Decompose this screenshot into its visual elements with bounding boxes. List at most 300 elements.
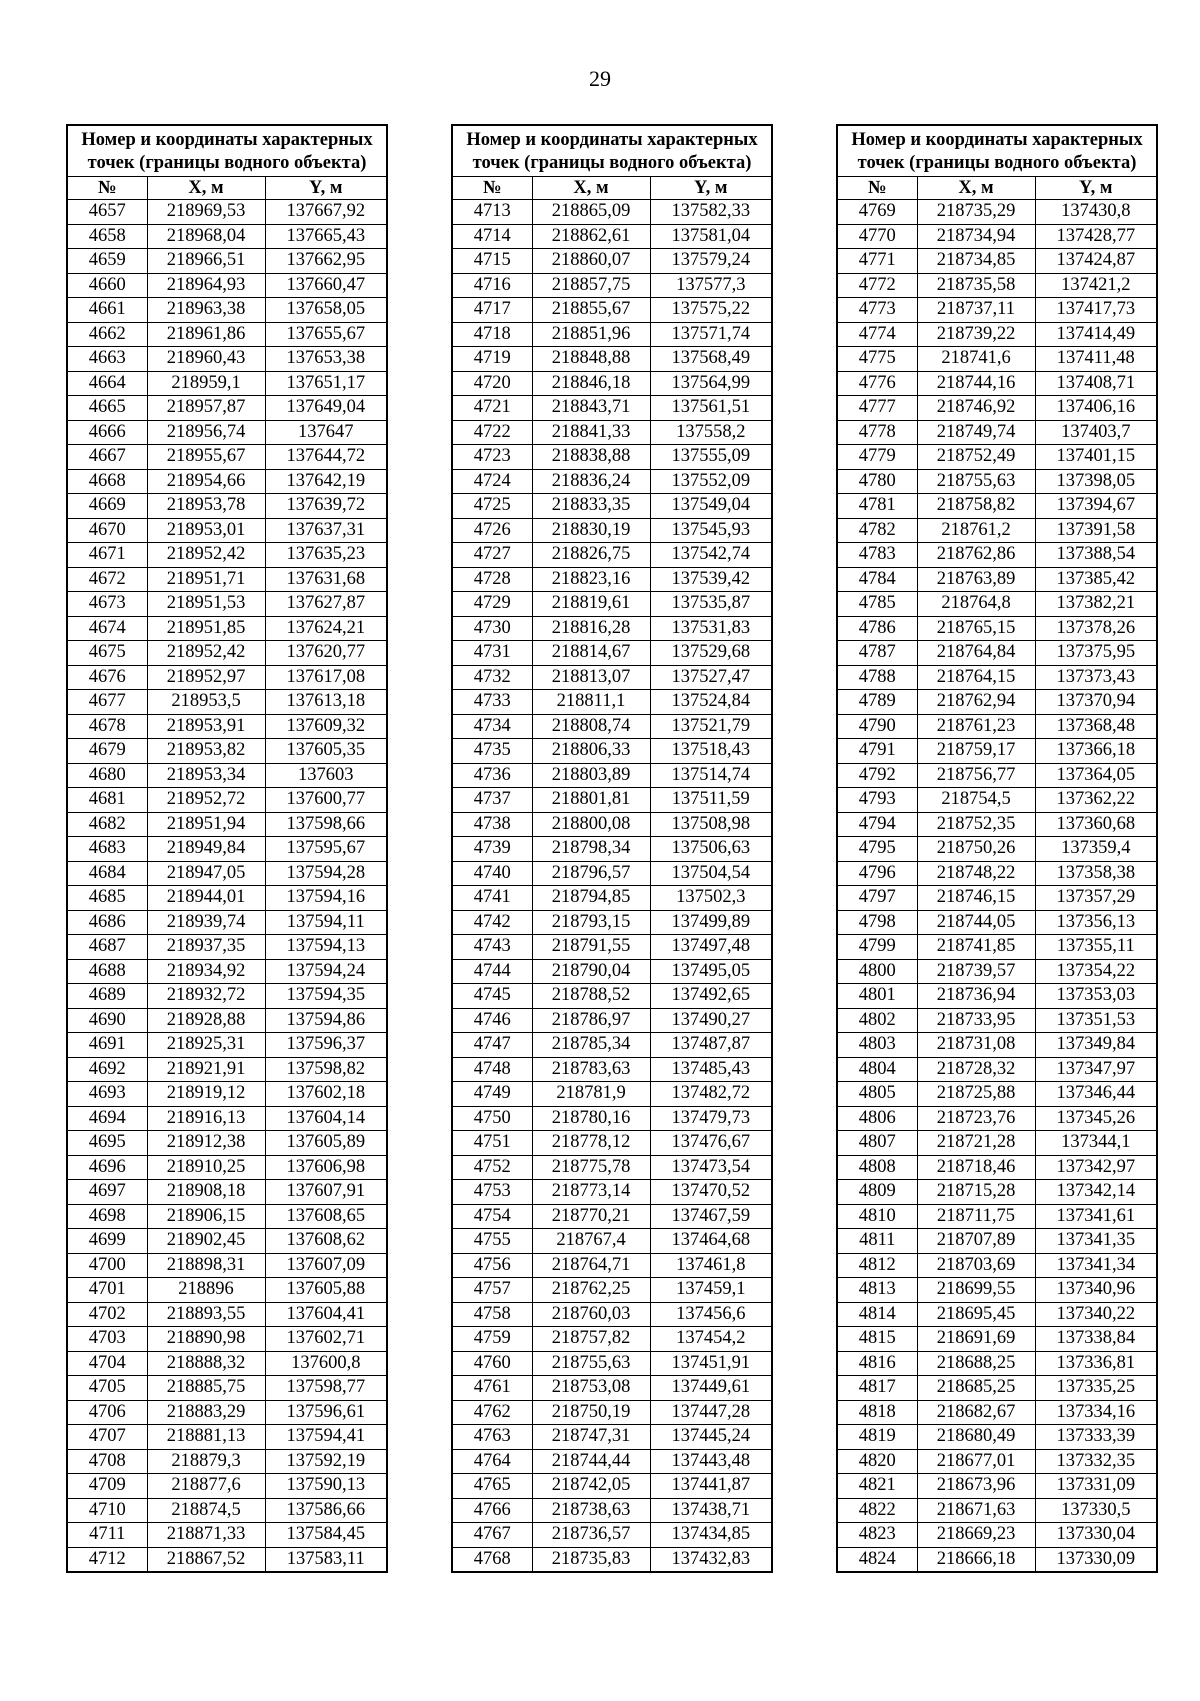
point-number-cell: 4740 xyxy=(452,861,532,886)
y-coordinate-cell: 137334,16 xyxy=(1035,1400,1157,1425)
x-coordinate-cell: 218816,28 xyxy=(532,616,650,641)
x-coordinate-cell: 218685,25 xyxy=(917,1376,1035,1401)
x-coordinate-cell: 218741,6 xyxy=(917,347,1035,372)
y-coordinate-cell: 137346,44 xyxy=(1035,1082,1157,1107)
table-title: Номер и координаты характерных точек (границы водного объекта) xyxy=(837,125,1157,177)
y-coordinate-cell: 137575,22 xyxy=(650,298,772,323)
y-coordinate-cell: 137642,19 xyxy=(265,469,387,494)
x-coordinate-cell: 218910,25 xyxy=(147,1155,265,1180)
y-coordinate-cell: 137408,71 xyxy=(1035,371,1157,396)
point-number-cell: 4675 xyxy=(67,641,147,666)
table-row xyxy=(452,837,772,862)
table-row xyxy=(452,763,772,788)
x-coordinate-cell: 218888,32 xyxy=(147,1351,265,1376)
y-coordinate-cell: 137514,74 xyxy=(650,763,772,788)
table-row xyxy=(452,592,772,617)
x-coordinate-cell: 218673,96 xyxy=(917,1474,1035,1499)
table-row xyxy=(67,788,387,813)
table-row xyxy=(67,322,387,347)
point-number-cell: 4736 xyxy=(452,763,532,788)
y-coordinate-cell: 137549,04 xyxy=(650,494,772,519)
point-number-cell: 4667 xyxy=(67,445,147,470)
y-coordinate-cell: 137502,3 xyxy=(650,886,772,911)
table-row xyxy=(67,249,387,274)
x-coordinate-cell: 218755,63 xyxy=(532,1351,650,1376)
x-coordinate-cell: 218790,04 xyxy=(532,959,650,984)
point-number-cell: 4772 xyxy=(837,273,917,298)
point-number-cell: 4751 xyxy=(452,1131,532,1156)
point-number-cell: 4671 xyxy=(67,543,147,568)
y-coordinate-cell: 137454,2 xyxy=(650,1327,772,1352)
x-coordinate-cell: 218735,58 xyxy=(917,273,1035,298)
table-row xyxy=(837,567,1157,592)
point-number-cell: 4730 xyxy=(452,616,532,641)
table-row xyxy=(67,886,387,911)
y-coordinate-cell: 137594,86 xyxy=(265,1008,387,1033)
y-coordinate-cell: 137658,05 xyxy=(265,298,387,323)
table-row xyxy=(67,371,387,396)
table-row xyxy=(837,445,1157,470)
table-row xyxy=(837,1278,1157,1303)
table-row xyxy=(67,1229,387,1254)
table-row xyxy=(837,690,1157,715)
column-header-number: № xyxy=(67,177,147,200)
point-number-cell: 4796 xyxy=(837,861,917,886)
point-number-cell: 4738 xyxy=(452,812,532,837)
point-number-cell: 4705 xyxy=(67,1376,147,1401)
y-coordinate-cell: 137594,41 xyxy=(265,1425,387,1450)
x-coordinate-cell: 218877,6 xyxy=(147,1474,265,1499)
y-coordinate-cell: 137620,77 xyxy=(265,641,387,666)
table-row xyxy=(837,1229,1157,1254)
x-coordinate-cell: 218855,67 xyxy=(532,298,650,323)
table-row xyxy=(837,1082,1157,1107)
table-row xyxy=(452,494,772,519)
table-row xyxy=(67,494,387,519)
y-coordinate-cell: 137341,35 xyxy=(1035,1229,1157,1254)
table-row xyxy=(837,910,1157,935)
point-number-cell: 4674 xyxy=(67,616,147,641)
point-number-cell: 4737 xyxy=(452,788,532,813)
table-row xyxy=(67,714,387,739)
table-row xyxy=(837,616,1157,641)
y-coordinate-cell: 137545,93 xyxy=(650,518,772,543)
point-number-cell: 4689 xyxy=(67,984,147,1009)
table-row xyxy=(452,445,772,470)
y-coordinate-cell: 137449,61 xyxy=(650,1376,772,1401)
x-coordinate-cell: 218902,45 xyxy=(147,1229,265,1254)
y-coordinate-cell: 137344,1 xyxy=(1035,1131,1157,1156)
point-number-cell: 4800 xyxy=(837,959,917,984)
point-number-cell: 4711 xyxy=(67,1523,147,1548)
point-number-cell: 4746 xyxy=(452,1008,532,1033)
x-coordinate-cell: 218767,4 xyxy=(532,1229,650,1254)
point-number-cell: 4811 xyxy=(837,1229,917,1254)
y-coordinate-cell: 137430,8 xyxy=(1035,200,1157,225)
coordinates-table-1 xyxy=(66,124,388,1573)
point-number-cell: 4797 xyxy=(837,886,917,911)
table-row xyxy=(67,1180,387,1205)
y-coordinate-cell: 137606,98 xyxy=(265,1155,387,1180)
x-coordinate-cell: 218953,34 xyxy=(147,763,265,788)
point-number-cell: 4741 xyxy=(452,886,532,911)
table-row xyxy=(837,469,1157,494)
table-row xyxy=(452,1033,772,1058)
y-coordinate-cell: 137479,73 xyxy=(650,1106,772,1131)
x-coordinate-cell: 218966,51 xyxy=(147,249,265,274)
x-coordinate-cell: 218951,85 xyxy=(147,616,265,641)
y-coordinate-cell: 137586,66 xyxy=(265,1498,387,1523)
table-row xyxy=(452,714,772,739)
y-coordinate-cell: 137394,67 xyxy=(1035,494,1157,519)
x-coordinate-cell: 218742,05 xyxy=(532,1474,650,1499)
point-number-cell: 4686 xyxy=(67,910,147,935)
point-number-cell: 4784 xyxy=(837,567,917,592)
x-coordinate-cell: 218944,01 xyxy=(147,886,265,911)
point-number-cell: 4792 xyxy=(837,763,917,788)
table-row xyxy=(67,469,387,494)
y-coordinate-cell: 137492,65 xyxy=(650,984,772,1009)
table-row xyxy=(452,935,772,960)
x-coordinate-cell: 218750,26 xyxy=(917,837,1035,862)
y-coordinate-cell: 137349,84 xyxy=(1035,1033,1157,1058)
point-number-cell: 4776 xyxy=(837,371,917,396)
y-coordinate-cell: 137447,28 xyxy=(650,1400,772,1425)
y-coordinate-cell: 137330,5 xyxy=(1035,1498,1157,1523)
table-row xyxy=(67,1155,387,1180)
table-row xyxy=(452,1302,772,1327)
table-row xyxy=(452,347,772,372)
y-coordinate-cell: 137529,68 xyxy=(650,641,772,666)
y-coordinate-cell: 137364,05 xyxy=(1035,763,1157,788)
column-header-number: № xyxy=(837,177,917,200)
table-row xyxy=(837,984,1157,1009)
x-coordinate-cell: 218906,15 xyxy=(147,1204,265,1229)
point-number-cell: 4709 xyxy=(67,1474,147,1499)
point-number-cell: 4661 xyxy=(67,298,147,323)
x-coordinate-cell: 218796,57 xyxy=(532,861,650,886)
y-coordinate-cell: 137577,3 xyxy=(650,273,772,298)
table-row xyxy=(67,763,387,788)
table-row xyxy=(452,1180,772,1205)
y-coordinate-cell: 137355,11 xyxy=(1035,935,1157,960)
x-coordinate-cell: 218728,32 xyxy=(917,1057,1035,1082)
x-coordinate-cell: 218733,95 xyxy=(917,1008,1035,1033)
x-coordinate-cell: 218823,16 xyxy=(532,567,650,592)
table-row xyxy=(67,1278,387,1303)
table-row xyxy=(67,690,387,715)
x-coordinate-cell: 218841,33 xyxy=(532,420,650,445)
table-row xyxy=(452,273,772,298)
x-coordinate-cell: 218738,63 xyxy=(532,1498,650,1523)
point-number-cell: 4798 xyxy=(837,910,917,935)
point-number-cell: 4717 xyxy=(452,298,532,323)
point-number-cell: 4753 xyxy=(452,1180,532,1205)
point-number-cell: 4723 xyxy=(452,445,532,470)
y-coordinate-cell: 137388,54 xyxy=(1035,543,1157,568)
y-coordinate-cell: 137504,54 xyxy=(650,861,772,886)
point-number-cell: 4781 xyxy=(837,494,917,519)
y-coordinate-cell: 137524,84 xyxy=(650,690,772,715)
table-row xyxy=(67,665,387,690)
x-coordinate-cell: 218715,28 xyxy=(917,1180,1035,1205)
y-coordinate-cell: 137594,16 xyxy=(265,886,387,911)
y-coordinate-cell: 137353,03 xyxy=(1035,984,1157,1009)
y-coordinate-cell: 137542,74 xyxy=(650,543,772,568)
table-row xyxy=(837,1449,1157,1474)
x-coordinate-cell: 218879,3 xyxy=(147,1449,265,1474)
coordinates-table-3 xyxy=(836,124,1158,1573)
y-coordinate-cell: 137497,48 xyxy=(650,935,772,960)
x-coordinate-cell: 218691,69 xyxy=(917,1327,1035,1352)
x-coordinate-cell: 218953,01 xyxy=(147,518,265,543)
column-header-x: X, м xyxy=(532,177,650,200)
x-coordinate-cell: 218953,78 xyxy=(147,494,265,519)
y-coordinate-cell: 137598,82 xyxy=(265,1057,387,1082)
y-coordinate-cell: 137495,05 xyxy=(650,959,772,984)
table-row xyxy=(67,1376,387,1401)
x-coordinate-cell: 218846,18 xyxy=(532,371,650,396)
table-row xyxy=(452,322,772,347)
table-row xyxy=(837,1351,1157,1376)
y-coordinate-cell: 137644,72 xyxy=(265,445,387,470)
y-coordinate-cell: 137434,85 xyxy=(650,1523,772,1548)
y-coordinate-cell: 137521,79 xyxy=(650,714,772,739)
table-row xyxy=(452,1278,772,1303)
point-number-cell: 4680 xyxy=(67,763,147,788)
y-coordinate-cell: 137604,41 xyxy=(265,1302,387,1327)
x-coordinate-cell: 218749,74 xyxy=(917,420,1035,445)
y-coordinate-cell: 137571,74 xyxy=(650,322,772,347)
y-coordinate-cell: 137594,28 xyxy=(265,861,387,886)
point-number-cell: 4744 xyxy=(452,959,532,984)
y-coordinate-cell: 137647 xyxy=(265,420,387,445)
table-row xyxy=(837,1106,1157,1131)
x-coordinate-cell: 218671,63 xyxy=(917,1498,1035,1523)
table-row xyxy=(67,592,387,617)
x-coordinate-cell: 218814,67 xyxy=(532,641,650,666)
table-row xyxy=(452,910,772,935)
point-number-cell: 4657 xyxy=(67,200,147,225)
table-row xyxy=(452,1474,772,1499)
point-number-cell: 4790 xyxy=(837,714,917,739)
table-row xyxy=(837,298,1157,323)
y-coordinate-cell: 137385,42 xyxy=(1035,567,1157,592)
table-row xyxy=(837,592,1157,617)
table-row xyxy=(67,616,387,641)
x-coordinate-cell: 218752,49 xyxy=(917,445,1035,470)
table-row xyxy=(837,1155,1157,1180)
x-coordinate-cell: 218928,88 xyxy=(147,1008,265,1033)
table-row xyxy=(837,1008,1157,1033)
point-number-cell: 4787 xyxy=(837,641,917,666)
table-row xyxy=(452,861,772,886)
y-coordinate-cell: 137366,18 xyxy=(1035,739,1157,764)
x-coordinate-cell: 218682,67 xyxy=(917,1400,1035,1425)
x-coordinate-cell: 218811,1 xyxy=(532,690,650,715)
table-row xyxy=(67,739,387,764)
x-coordinate-cell: 218746,92 xyxy=(917,396,1035,421)
table-row xyxy=(837,837,1157,862)
x-coordinate-cell: 218860,07 xyxy=(532,249,650,274)
y-coordinate-cell: 137333,39 xyxy=(1035,1425,1157,1450)
point-number-cell: 4720 xyxy=(452,371,532,396)
x-coordinate-cell: 218793,15 xyxy=(532,910,650,935)
point-number-cell: 4812 xyxy=(837,1253,917,1278)
x-coordinate-cell: 218734,85 xyxy=(917,249,1035,274)
x-coordinate-cell: 218952,72 xyxy=(147,788,265,813)
point-number-cell: 4710 xyxy=(67,1498,147,1523)
x-coordinate-cell: 218951,94 xyxy=(147,812,265,837)
table-row xyxy=(452,739,772,764)
y-coordinate-cell: 137602,18 xyxy=(265,1082,387,1107)
table-row xyxy=(67,1449,387,1474)
x-coordinate-cell: 218800,08 xyxy=(532,812,650,837)
table-row xyxy=(837,543,1157,568)
y-coordinate-cell: 137627,87 xyxy=(265,592,387,617)
y-coordinate-cell: 137487,87 xyxy=(650,1033,772,1058)
x-coordinate-cell: 218747,31 xyxy=(532,1425,650,1450)
point-number-cell: 4749 xyxy=(452,1082,532,1107)
table-row xyxy=(452,1498,772,1523)
y-coordinate-cell: 137342,97 xyxy=(1035,1155,1157,1180)
x-coordinate-cell: 218763,89 xyxy=(917,567,1035,592)
x-coordinate-cell: 218711,75 xyxy=(917,1204,1035,1229)
x-coordinate-cell: 218912,38 xyxy=(147,1131,265,1156)
y-coordinate-cell: 137459,1 xyxy=(650,1278,772,1303)
x-coordinate-cell: 218761,23 xyxy=(917,714,1035,739)
y-coordinate-cell: 137594,35 xyxy=(265,984,387,1009)
y-coordinate-cell: 137608,62 xyxy=(265,1229,387,1254)
column-header-x: X, м xyxy=(917,177,1035,200)
table-row xyxy=(837,322,1157,347)
table-row xyxy=(837,1057,1157,1082)
point-number-cell: 4793 xyxy=(837,788,917,813)
x-coordinate-cell: 218699,55 xyxy=(917,1278,1035,1303)
x-coordinate-cell: 218848,88 xyxy=(532,347,650,372)
point-number-cell: 4773 xyxy=(837,298,917,323)
x-coordinate-cell: 218862,61 xyxy=(532,224,650,249)
x-coordinate-cell: 218890,98 xyxy=(147,1327,265,1352)
y-coordinate-cell: 137421,2 xyxy=(1035,273,1157,298)
point-number-cell: 4721 xyxy=(452,396,532,421)
x-coordinate-cell: 218735,29 xyxy=(917,200,1035,225)
y-coordinate-cell: 137356,13 xyxy=(1035,910,1157,935)
point-number-cell: 4712 xyxy=(67,1547,147,1572)
table-row xyxy=(67,224,387,249)
table-row xyxy=(837,347,1157,372)
table-row xyxy=(837,641,1157,666)
point-number-cell: 4676 xyxy=(67,665,147,690)
x-coordinate-cell: 218949,84 xyxy=(147,837,265,862)
y-coordinate-cell: 137362,22 xyxy=(1035,788,1157,813)
table-row xyxy=(837,812,1157,837)
x-coordinate-cell: 218746,15 xyxy=(917,886,1035,911)
point-number-cell: 4673 xyxy=(67,592,147,617)
point-number-cell: 4697 xyxy=(67,1180,147,1205)
point-number-cell: 4771 xyxy=(837,249,917,274)
point-number-cell: 4799 xyxy=(837,935,917,960)
table-row xyxy=(452,1155,772,1180)
point-number-cell: 4735 xyxy=(452,739,532,764)
y-coordinate-cell: 137598,66 xyxy=(265,812,387,837)
point-number-cell: 4677 xyxy=(67,690,147,715)
point-number-cell: 4804 xyxy=(837,1057,917,1082)
table-title: Номер и координаты характерных точек (границы водного объекта) xyxy=(67,125,387,177)
column-header-y: Y, м xyxy=(650,177,772,200)
table-row xyxy=(67,910,387,935)
point-number-cell: 4701 xyxy=(67,1278,147,1303)
point-number-cell: 4726 xyxy=(452,518,532,543)
point-number-cell: 4668 xyxy=(67,469,147,494)
table-row xyxy=(67,984,387,1009)
table-row xyxy=(837,739,1157,764)
y-coordinate-cell: 137605,88 xyxy=(265,1278,387,1303)
x-coordinate-cell: 218765,15 xyxy=(917,616,1035,641)
point-number-cell: 4758 xyxy=(452,1302,532,1327)
point-number-cell: 4706 xyxy=(67,1400,147,1425)
table-row xyxy=(67,567,387,592)
column-header-x: X, м xyxy=(147,177,265,200)
table-row xyxy=(67,1523,387,1548)
table-row xyxy=(837,1180,1157,1205)
y-coordinate-cell: 137357,29 xyxy=(1035,886,1157,911)
page-number: 29 xyxy=(589,66,611,91)
y-coordinate-cell: 137331,09 xyxy=(1035,1474,1157,1499)
x-coordinate-cell: 218956,74 xyxy=(147,420,265,445)
y-coordinate-cell: 137596,37 xyxy=(265,1033,387,1058)
point-number-cell: 4672 xyxy=(67,567,147,592)
x-coordinate-cell: 218786,97 xyxy=(532,1008,650,1033)
table-row xyxy=(67,273,387,298)
table-row xyxy=(837,371,1157,396)
x-coordinate-cell: 218735,83 xyxy=(532,1547,650,1572)
x-coordinate-cell: 218813,07 xyxy=(532,665,650,690)
x-coordinate-cell: 218937,35 xyxy=(147,935,265,960)
table-row xyxy=(452,1204,772,1229)
point-number-cell: 4755 xyxy=(452,1229,532,1254)
y-coordinate-cell: 137499,89 xyxy=(650,910,772,935)
y-coordinate-cell: 137482,72 xyxy=(650,1082,772,1107)
y-coordinate-cell: 137330,09 xyxy=(1035,1547,1157,1572)
table-row xyxy=(67,1425,387,1450)
table-row xyxy=(452,567,772,592)
point-number-cell: 4766 xyxy=(452,1498,532,1523)
point-number-cell: 4813 xyxy=(837,1278,917,1303)
y-coordinate-cell: 137341,61 xyxy=(1035,1204,1157,1229)
table-row xyxy=(452,984,772,1009)
y-coordinate-cell: 137411,48 xyxy=(1035,347,1157,372)
point-number-cell: 4693 xyxy=(67,1082,147,1107)
point-number-cell: 4683 xyxy=(67,837,147,862)
x-coordinate-cell: 218896 xyxy=(147,1278,265,1303)
point-number-cell: 4750 xyxy=(452,1106,532,1131)
y-coordinate-cell: 137602,71 xyxy=(265,1327,387,1352)
table-row xyxy=(837,249,1157,274)
x-coordinate-cell: 218762,25 xyxy=(532,1278,650,1303)
y-coordinate-cell: 137583,11 xyxy=(265,1547,387,1572)
x-coordinate-cell: 218736,57 xyxy=(532,1523,650,1548)
point-number-cell: 4764 xyxy=(452,1449,532,1474)
x-coordinate-cell: 218744,05 xyxy=(917,910,1035,935)
point-number-cell: 4713 xyxy=(452,200,532,225)
x-coordinate-cell: 218952,42 xyxy=(147,543,265,568)
y-coordinate-cell: 137359,4 xyxy=(1035,837,1157,862)
y-coordinate-cell: 137635,23 xyxy=(265,543,387,568)
table-row xyxy=(452,1131,772,1156)
table-row xyxy=(67,347,387,372)
x-coordinate-cell: 218881,13 xyxy=(147,1425,265,1450)
